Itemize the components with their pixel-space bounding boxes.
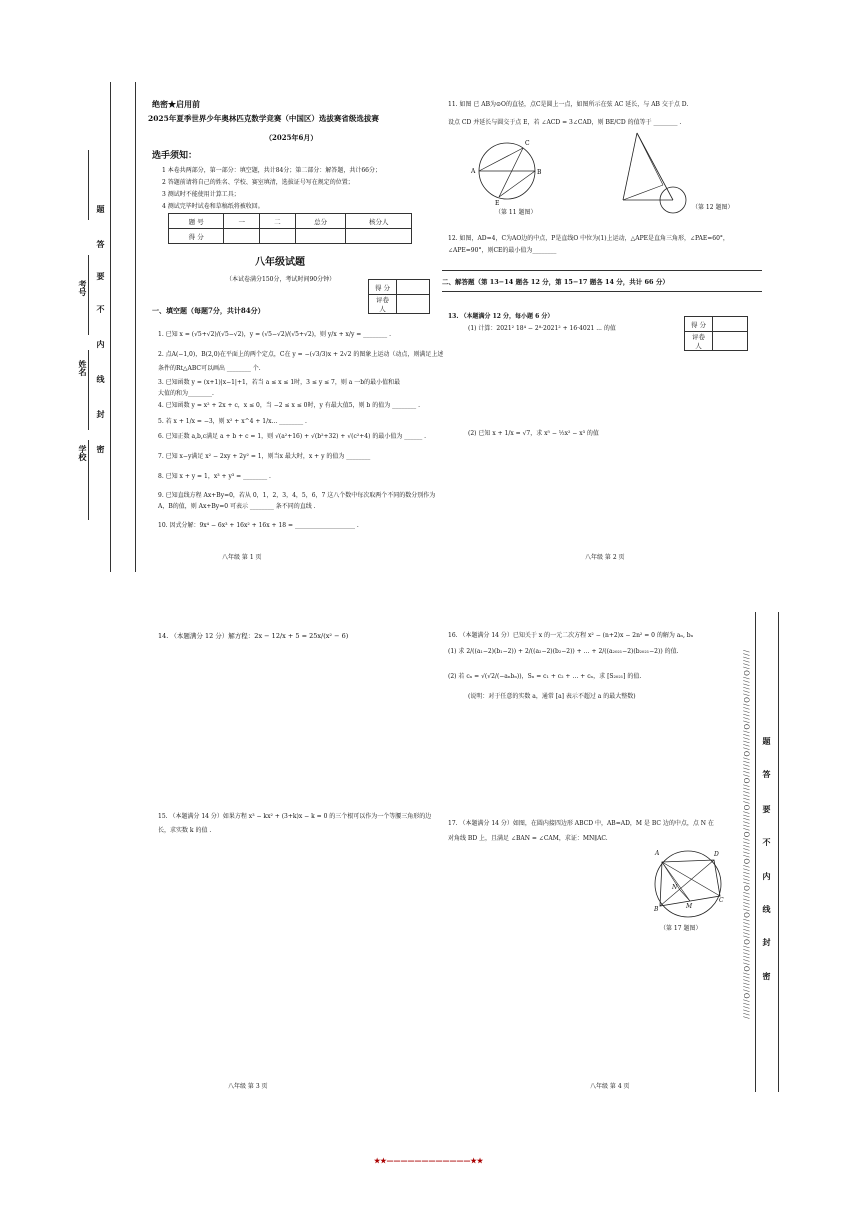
grader-box	[684, 316, 748, 351]
binding-dash-line: //////O//////O//////O//////O//////O//////O//////O//////O//////O//////O//////O//////O//////O//////	[742, 650, 750, 1020]
figure-17-caption: （第 17 题图）	[660, 925, 702, 932]
question-15-cont: 长，求实数 k 的值 .	[158, 827, 212, 834]
figure-11-caption: （第 11 题图）	[495, 209, 537, 216]
question-12-cont: ∠APE=90°，则CE的最小值为________	[448, 247, 557, 254]
page-footer: 八年级 第 3 页	[228, 1083, 268, 1090]
exam-info: （本试卷满分150分，考试时间90分钟）	[226, 276, 336, 283]
grader-box	[368, 279, 430, 314]
score-table-header: 总分	[295, 214, 346, 229]
fig17-label-m: M	[686, 903, 693, 910]
page-footer: 八年级 第 2 页	[585, 554, 625, 561]
score-cell	[224, 229, 260, 244]
seal-char: 不	[96, 305, 106, 313]
notice-4: 4 测试完毕时试卷和草稿纸将被收回。	[162, 203, 264, 210]
figure-12	[615, 130, 705, 210]
exam-date: （2025年6月）	[265, 133, 318, 142]
score-table-header: 一	[224, 214, 260, 229]
seal-char: 要	[762, 805, 772, 813]
section-divider	[442, 291, 762, 292]
seal-char: 封	[762, 938, 772, 946]
binding-line	[755, 612, 756, 1092]
question-1: 1. 已知 x = (√5+√2)/(√5−√2)，y = (√5−√2)/(√5+√2)，则 y/x + x/y = ________ .	[158, 331, 391, 338]
secret-label: 绝密★启用前	[152, 99, 200, 109]
seal-char: 线	[96, 375, 106, 383]
question-13-heading: 13. （本题满分 12 分，每小题 6 分）	[448, 313, 554, 320]
seal-char: 线	[762, 905, 772, 913]
question-16-note: (说明：对于任意的实数 a，通常 [a] 表示不超过 a 的最大整数)	[468, 693, 636, 700]
score-table-header: 核分人	[346, 214, 412, 229]
field-label-name: 姓名	[78, 360, 88, 376]
question-8: 8. 已知 x + y = 1，x³ + y³ = ________ .	[158, 473, 271, 480]
section-divider	[442, 270, 762, 271]
question-9: 9. 已知直线方程 Ax+By=0，若从 0，1，2，3，4，5，6，7 这八个数中每次取两个不同的数分别作为	[158, 492, 436, 499]
question-9-cont: A，B的值，则 Ax+By=0 可表示 ________ 条不同的直线 .	[158, 503, 316, 510]
seal-char: 题	[96, 205, 106, 213]
seal-char: 答	[762, 770, 772, 778]
score-cell	[295, 229, 346, 244]
svg-text:B: B	[537, 169, 542, 176]
fig17-label-b: B	[654, 906, 659, 913]
section-2-heading: 二、解答题（第 13−14 题各 12 分，第 15−17 题各 14 分，共计 66 分）	[442, 278, 669, 286]
figure-12-caption: （第 12 题图）	[692, 204, 734, 211]
seal-char: 密	[762, 972, 772, 980]
page-footer: 八年级 第 4 页	[590, 1083, 630, 1090]
fig17-label-d: D	[714, 851, 719, 858]
question-11: 11. 如图 已 AB为⊙O的直径，点C是圆上一点，如图所示在弦 AC 延长，与 AB 交于点 D.	[448, 101, 689, 108]
fig17-label-n: N	[672, 884, 678, 891]
question-3-cont: 大值的和为________.	[158, 390, 214, 397]
fig17-label-a: A	[655, 850, 660, 857]
grader-name-label: 评卷人	[685, 332, 713, 351]
question-11-cont: 设点 CD 并延长与圆交于点 E，若 ∠ACD = 3∠CAD，则 BE/CD 的值等于 ________ .	[448, 119, 682, 126]
notice-1: 1 本卷共两部分，第一部分：填空题，共计84分；第二部分：解答题，共计66分；	[162, 167, 381, 174]
seal-char: 密	[96, 445, 106, 453]
grader-score-label: 得 分	[685, 317, 713, 332]
question-5: 5. 若 x + 1/x = −3，则 x² + x^4 + 1/x... ________ .	[158, 418, 307, 425]
question-2: 2. 点A(−1,0)，B(2,0)在平面上的两个定点，C在 y = −(√3/3)x + 2√2 的图象上运动（动点，则满足上述	[158, 351, 444, 358]
grader-name-label: 评卷人	[369, 295, 397, 314]
question-12: 12. 如图，AD=4，C为AO边的中点，P是直线O 中位为(1)上运动，△APE是直角三角形，∠PAE=60°，	[448, 235, 729, 242]
figure-11	[465, 135, 555, 210]
svg-text:A: A	[471, 168, 476, 175]
question-16: 16. （本题满分 14 分）已知关于 x 的一元二次方程 x² − (n+2)x − 2n² = 0 的解为 aₙ, bₙ	[448, 632, 694, 639]
seal-char: 题	[762, 737, 772, 745]
question-16-part-2: (2) 若 cₙ = √(√2/(−aₙbₙ))，Sₙ = c₁ + c₂ + … + cₙ，求 [S₂₀₂₁] 的值.	[448, 673, 642, 680]
notice-3: 3 测试时不能使用计算工具；	[162, 191, 240, 198]
field-underline	[88, 150, 89, 220]
exam-title: 2025年夏季世界少年奥林匹克数学竞赛（中国区）选拔赛省级选拔赛	[148, 114, 379, 123]
seal-char: 答	[96, 240, 106, 248]
notice-2: 2 答题前请将自己的姓名、学校、赛室填清，选拔证号写在规定的位置；	[162, 179, 354, 186]
question-6: 6. 已知正数 a,b,c满足 a + b + c = 1，则 √(a²+16) + √(b²+32) + √(c²+4) 的最小值为 ______ .	[158, 433, 427, 440]
seal-char: 内	[96, 340, 106, 348]
question-4: 4. 已知函数 y = x² + 2x + c，x ≤ 0，当 −2 ≤ x ≤ 0时，y 有最大值5，则 b 的值为 ________ .	[158, 402, 420, 409]
score-table	[168, 213, 412, 244]
score-cell	[260, 229, 296, 244]
question-16-part-1: (1) 求 2/((a₁−2)(b₁−2)) + 2/((a₂−2)(b₂−2)) + … + 2/((a₂₀₂₁−2)(b₂₀₂₁−2)) 的值.	[448, 648, 679, 655]
binding-line	[135, 82, 136, 572]
question-3: 3. 已知函数 y = (x+1)|x−1|+1，若当 a ≤ x ≤ 1时，3 ≤ y ≤ 7，则 a 一b的最小值和最	[158, 379, 401, 386]
field-label-school: 学校	[78, 445, 88, 461]
bottom-mark: ★★————————————★★	[374, 1156, 484, 1165]
figure-17	[650, 848, 730, 923]
page-footer: 八年级 第 1 页	[222, 554, 262, 561]
binding-line	[110, 82, 111, 572]
grader-score-label: 得 分	[369, 280, 397, 295]
score-table-header: 题 号	[169, 214, 224, 229]
section-1-heading: 一、填空题（每题7分，共计84分）	[152, 306, 265, 315]
question-2-cont: 条件的Rt△ABC可以画出 ________ 个.	[158, 365, 261, 372]
question-7: 7. 已知 x−y满足 x² − 2xy + 2y² = 1，则当x 最大时，x + y 的值为 ________	[158, 453, 371, 460]
svg-text:C: C	[525, 140, 530, 147]
binding-line	[778, 612, 779, 1092]
question-15: 15. （本题满分 14 分）如果方程 x³ − kx² + (3+k)x − k = 0 的三个根可以作为一个等腰三角形的边	[158, 813, 432, 820]
question-10: 10. 因式分解：9x⁴ − 6x³ + 16x² + 16x + 18 = ____________________ .	[158, 522, 359, 529]
question-17-cont: 对角线 BD 上，且满足 ∠BAN = ∠CAM，求证：MN∥AC.	[448, 835, 608, 842]
seal-char: 要	[96, 272, 106, 280]
svg-text:E: E	[495, 200, 500, 207]
seal-char: 内	[762, 872, 772, 880]
question-14: 14. （本题满分 12 分）解方程：2x − 12/x + 5 = 25x/(x² − 6)	[158, 632, 349, 640]
question-17: 17. （本题满分 14 分）如图，在圆内接四边形 ABCD 中，AB=AD，M 是 BC 边的中点，点 N 在	[448, 820, 714, 827]
fig17-label-c: C	[719, 897, 724, 904]
score-table-header: 二	[260, 214, 296, 229]
score-row-label: 得 分	[169, 229, 224, 244]
question-13-part-1: (1) 计算：2021² 18⁴ − 2⁸·2021² + 16·4021 ... 的值	[468, 325, 616, 332]
score-cell	[346, 229, 412, 244]
seal-char: 不	[762, 838, 772, 846]
question-13-part-2: (2) 已知 x + 1/x = √7，求 x⁵ − ½x² − x³ 的值	[468, 430, 599, 437]
notice-title: 选手须知：	[152, 151, 198, 161]
field-label-id: 考号	[78, 280, 88, 296]
grade-title: 八年级试题	[255, 257, 305, 268]
seal-char: 封	[96, 410, 106, 418]
